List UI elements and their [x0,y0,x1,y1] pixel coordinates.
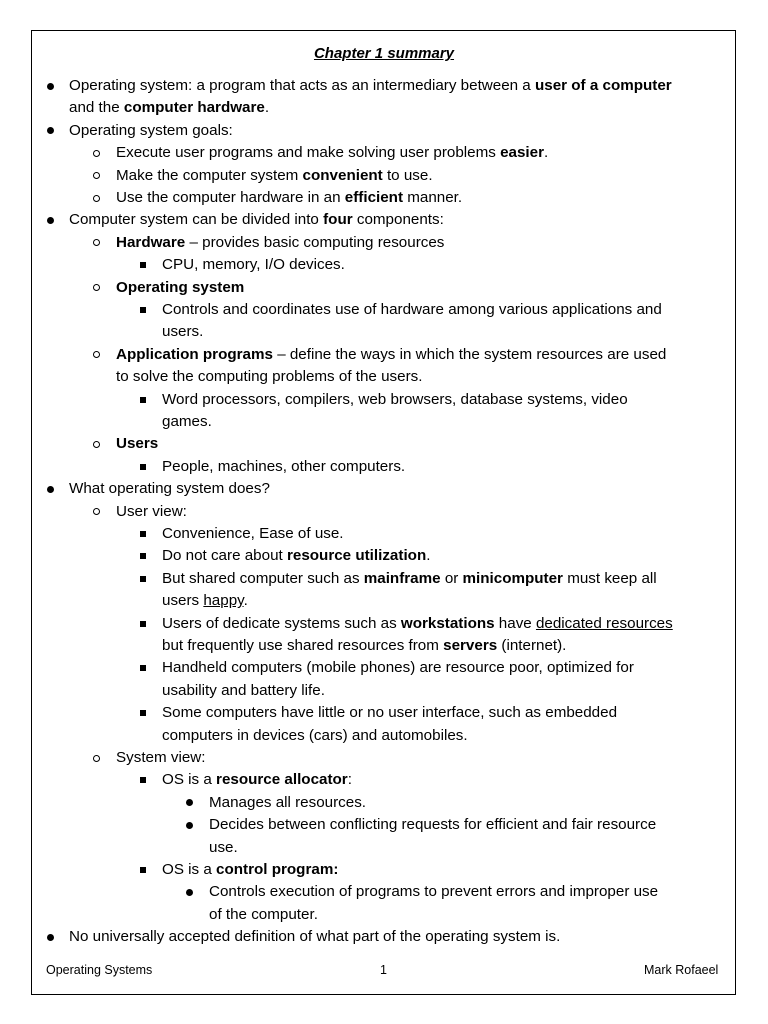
outline-text: Do not care about resource utilization. [162,547,431,565]
outline-line [0,187,768,209]
outline-text: Convenience, Ease of use. [162,525,344,542]
outline-text: Controls and coordinates use of hardware among various applications and [162,301,662,318]
outline-text: CPU, memory, I/O devices. [162,256,345,274]
outline-line [0,321,768,343]
outline-line [0,568,768,590]
outline-line [0,792,768,814]
outline-line [0,209,768,231]
outline-text: Application programs – define the ways in which the system resources are used [116,345,667,363]
outline-text: But shared computer such as mainframe or minicomputer must keep all [162,569,657,587]
bullet-dot [186,814,193,836]
outline-line [0,97,768,119]
footer-left: Operating Systems [46,963,153,977]
outline-text: No universally accepted definition of what part of the operating system is. [69,928,561,946]
outline-text: People, machines, other computers. [162,457,406,475]
bullet-circle [93,433,100,455]
bullet-square [140,389,146,411]
outline-line [0,433,768,455]
outline-line [0,501,768,523]
outline-text: Word processors, compilers, web browsers, database systems, video [162,390,628,408]
outline-line [0,590,768,612]
outline-line [0,478,768,500]
outline-text: Manages all resources. [209,793,367,811]
bullet-circle [93,187,100,209]
outline-text: of the computer. [209,905,318,923]
outline-text: What operating system does? [69,480,270,498]
bullet-circle [93,165,100,187]
outline-line [0,545,768,567]
outline-line [0,389,768,411]
bullet-square [140,299,146,321]
bullet-dot [47,209,54,231]
outline-text: Users of dedicate systems such as workstations have dedicated resources [162,614,673,632]
bullet-dot [186,881,193,903]
bullet-dot [47,75,54,97]
outline-text: computers in devices (cars) and automobiles. [162,726,468,744]
outline-text: Controls execution of programs to prevent errors and improper use [209,883,659,901]
outline-text: Computer system can be divided into four components: [69,211,444,229]
outline-line [0,859,768,881]
outline-text: System view: [116,749,206,766]
outline-text: Operating system goals: [69,121,233,139]
bullet-circle [93,142,100,164]
outline-line [0,456,768,478]
outline-line [0,142,768,164]
outline-line [0,366,768,388]
bullet-square [140,523,146,545]
bullet-dot [186,792,193,814]
outline-line [0,344,768,366]
outline-line [0,254,768,276]
page-title: Chapter 1 summary [313,45,455,62]
bullet-circle [93,277,100,299]
outline-line [0,657,768,679]
outline-text: Handheld computers (mobile phones) are resource poor, optimized for [162,659,634,677]
bullet-dot [47,926,54,948]
bullet-circle [93,232,100,254]
footer-page-number: 1 [380,963,387,977]
outline-text: Some computers have little or no user interface, such as embedded [162,704,618,722]
bullet-square [140,456,146,478]
outline-line [0,299,768,321]
outline-text: Make the computer system convenient to use. [116,166,433,184]
outline-text: Execute user programs and make solving user problems easier. [116,144,549,162]
outline-line [0,837,768,859]
outline-text: games. [162,413,212,430]
bullet-square [140,859,146,881]
outline-line [0,75,768,97]
outline-line [0,165,768,187]
outline-text: OS is a resource allocator: [162,771,352,789]
outline-text: users happy. [162,592,248,610]
outline-line [0,120,768,142]
outline-text: users. [162,323,204,341]
outline-text: Operating system: a program that acts as an intermediary between a user of a computer [69,77,672,94]
outline-text: User view: [116,502,187,520]
outline-text: Use the computer hardware in an efficient manner. [116,189,463,206]
bullet-dot [47,478,54,500]
outline-line [0,881,768,903]
outline-line [0,613,768,635]
outline-line [0,680,768,702]
outline-text: OS is a control program: [162,861,339,878]
bullet-square [140,702,146,724]
outline-text: usability and battery life. [162,681,325,699]
outline-line [0,702,768,724]
outline-line [0,411,768,433]
outline-line [0,232,768,254]
outline-text: to solve the computing problems of the users. [116,368,423,386]
bullet-square [140,254,146,276]
bullet-circle [93,344,100,366]
outline-text: but frequently use shared resources from servers (internet). [162,637,567,654]
footer-right: Mark Rofaeel [644,963,719,977]
bullet-square [140,613,146,635]
bullet-dot [47,120,54,142]
outline-line [0,635,768,657]
outline-line [0,904,768,926]
outline-line [0,769,768,791]
outline-text: Operating system [116,278,245,296]
bullet-circle [93,501,100,523]
outline-text: use. [209,838,238,856]
outline-line [0,747,768,769]
outline-line [0,814,768,836]
outline-text: Decides between conflicting requests for efficient and fair resource [209,816,657,834]
outline-line [0,725,768,747]
bullet-square [140,769,146,791]
bullet-square [140,545,146,567]
bullet-square [140,657,146,679]
bullet-square [140,568,146,590]
outline-line [0,523,768,545]
outline-text: Users [116,435,159,453]
outline-text: Hardware – provides basic computing resources [116,233,445,251]
bullet-circle [93,747,100,769]
outline-line [0,926,768,948]
outline-line [0,277,768,299]
outline-text: and the computer hardware. [69,99,270,117]
